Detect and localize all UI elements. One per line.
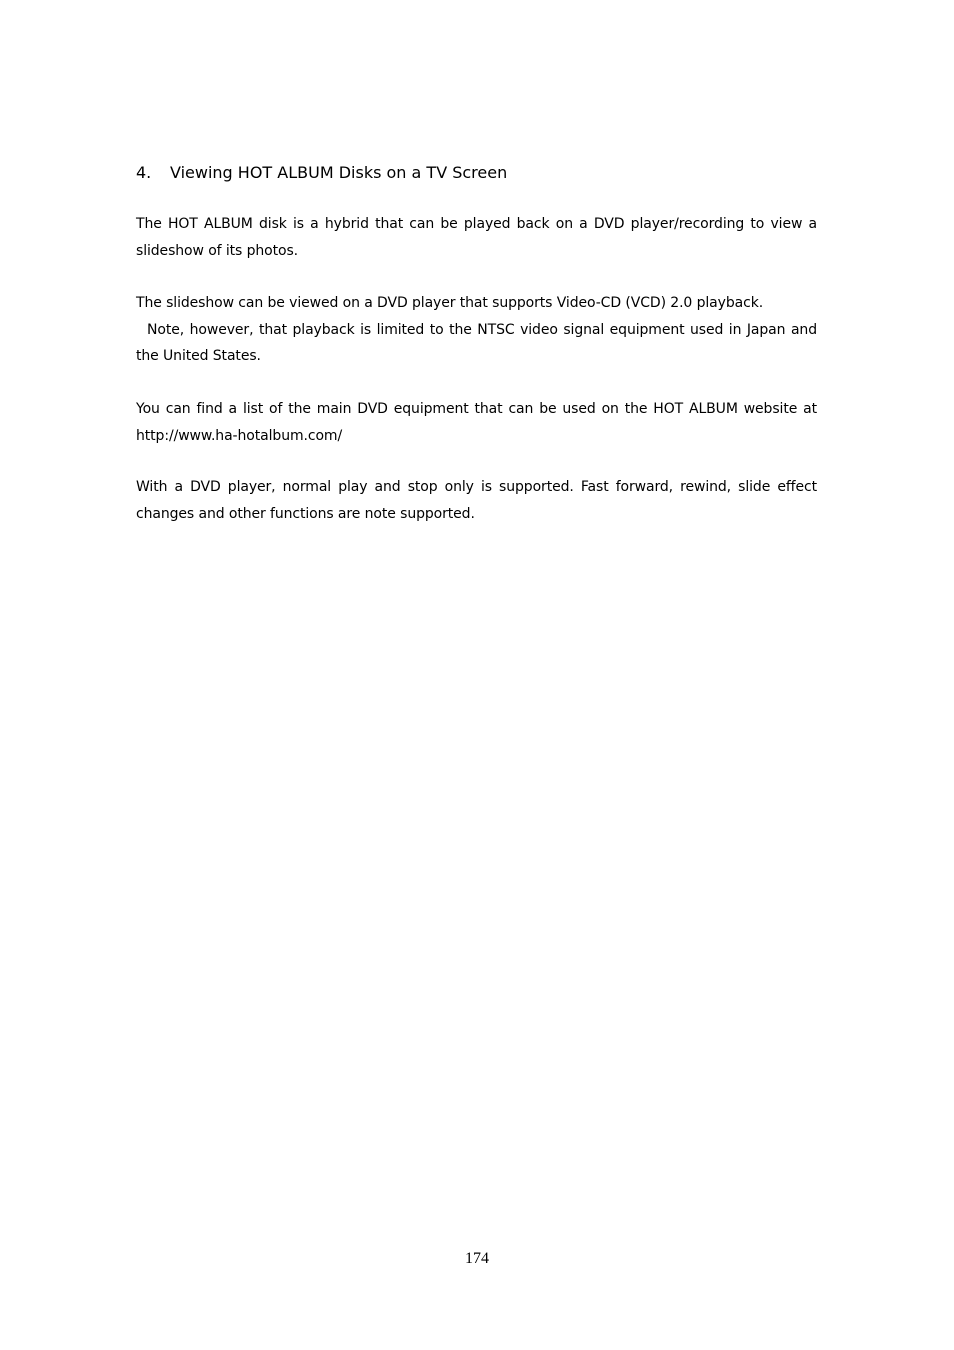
paragraph-hybrid-disk <box>136 211 817 264</box>
paragraph-supported-functions <box>136 474 817 527</box>
paragraph-line: The slideshow can be viewed on a DVD player that supports Video-CD (VCD) 2.0 playback. <box>136 295 764 311</box>
page-number: 174 <box>465 1250 489 1267</box>
paragraph-line: The HOT ALBUM disk is a hybrid that can be played back on a DVD player/recording to view a <box>136 216 817 232</box>
paragraph-line: Note, however, that playback is limited to the NTSC video signal equipment used in Japan and <box>136 321 817 338</box>
paragraph-line: You can find a list of the main DVD equipment that can be used on the HOT ALBUM website at <box>136 401 817 417</box>
section-title: Viewing HOT ALBUM Disks on a TV Screen <box>170 163 508 182</box>
paragraph-line: slideshow of its photos. <box>136 242 298 259</box>
paragraph-line: the United States. <box>136 348 261 364</box>
section-heading <box>136 162 826 184</box>
paragraph-vcd-playback <box>136 290 817 370</box>
section-number: 4. <box>136 163 152 182</box>
paragraph-line: changes and other functions are note supported. <box>136 505 475 522</box>
paragraph-line: With a DVD player, normal play and stop only is supported. Fast forward, rewind, slide effect <box>136 479 817 495</box>
website-url: http://www.ha-hotalbum.com/ <box>136 427 343 444</box>
paragraph-equipment-list <box>136 396 817 449</box>
